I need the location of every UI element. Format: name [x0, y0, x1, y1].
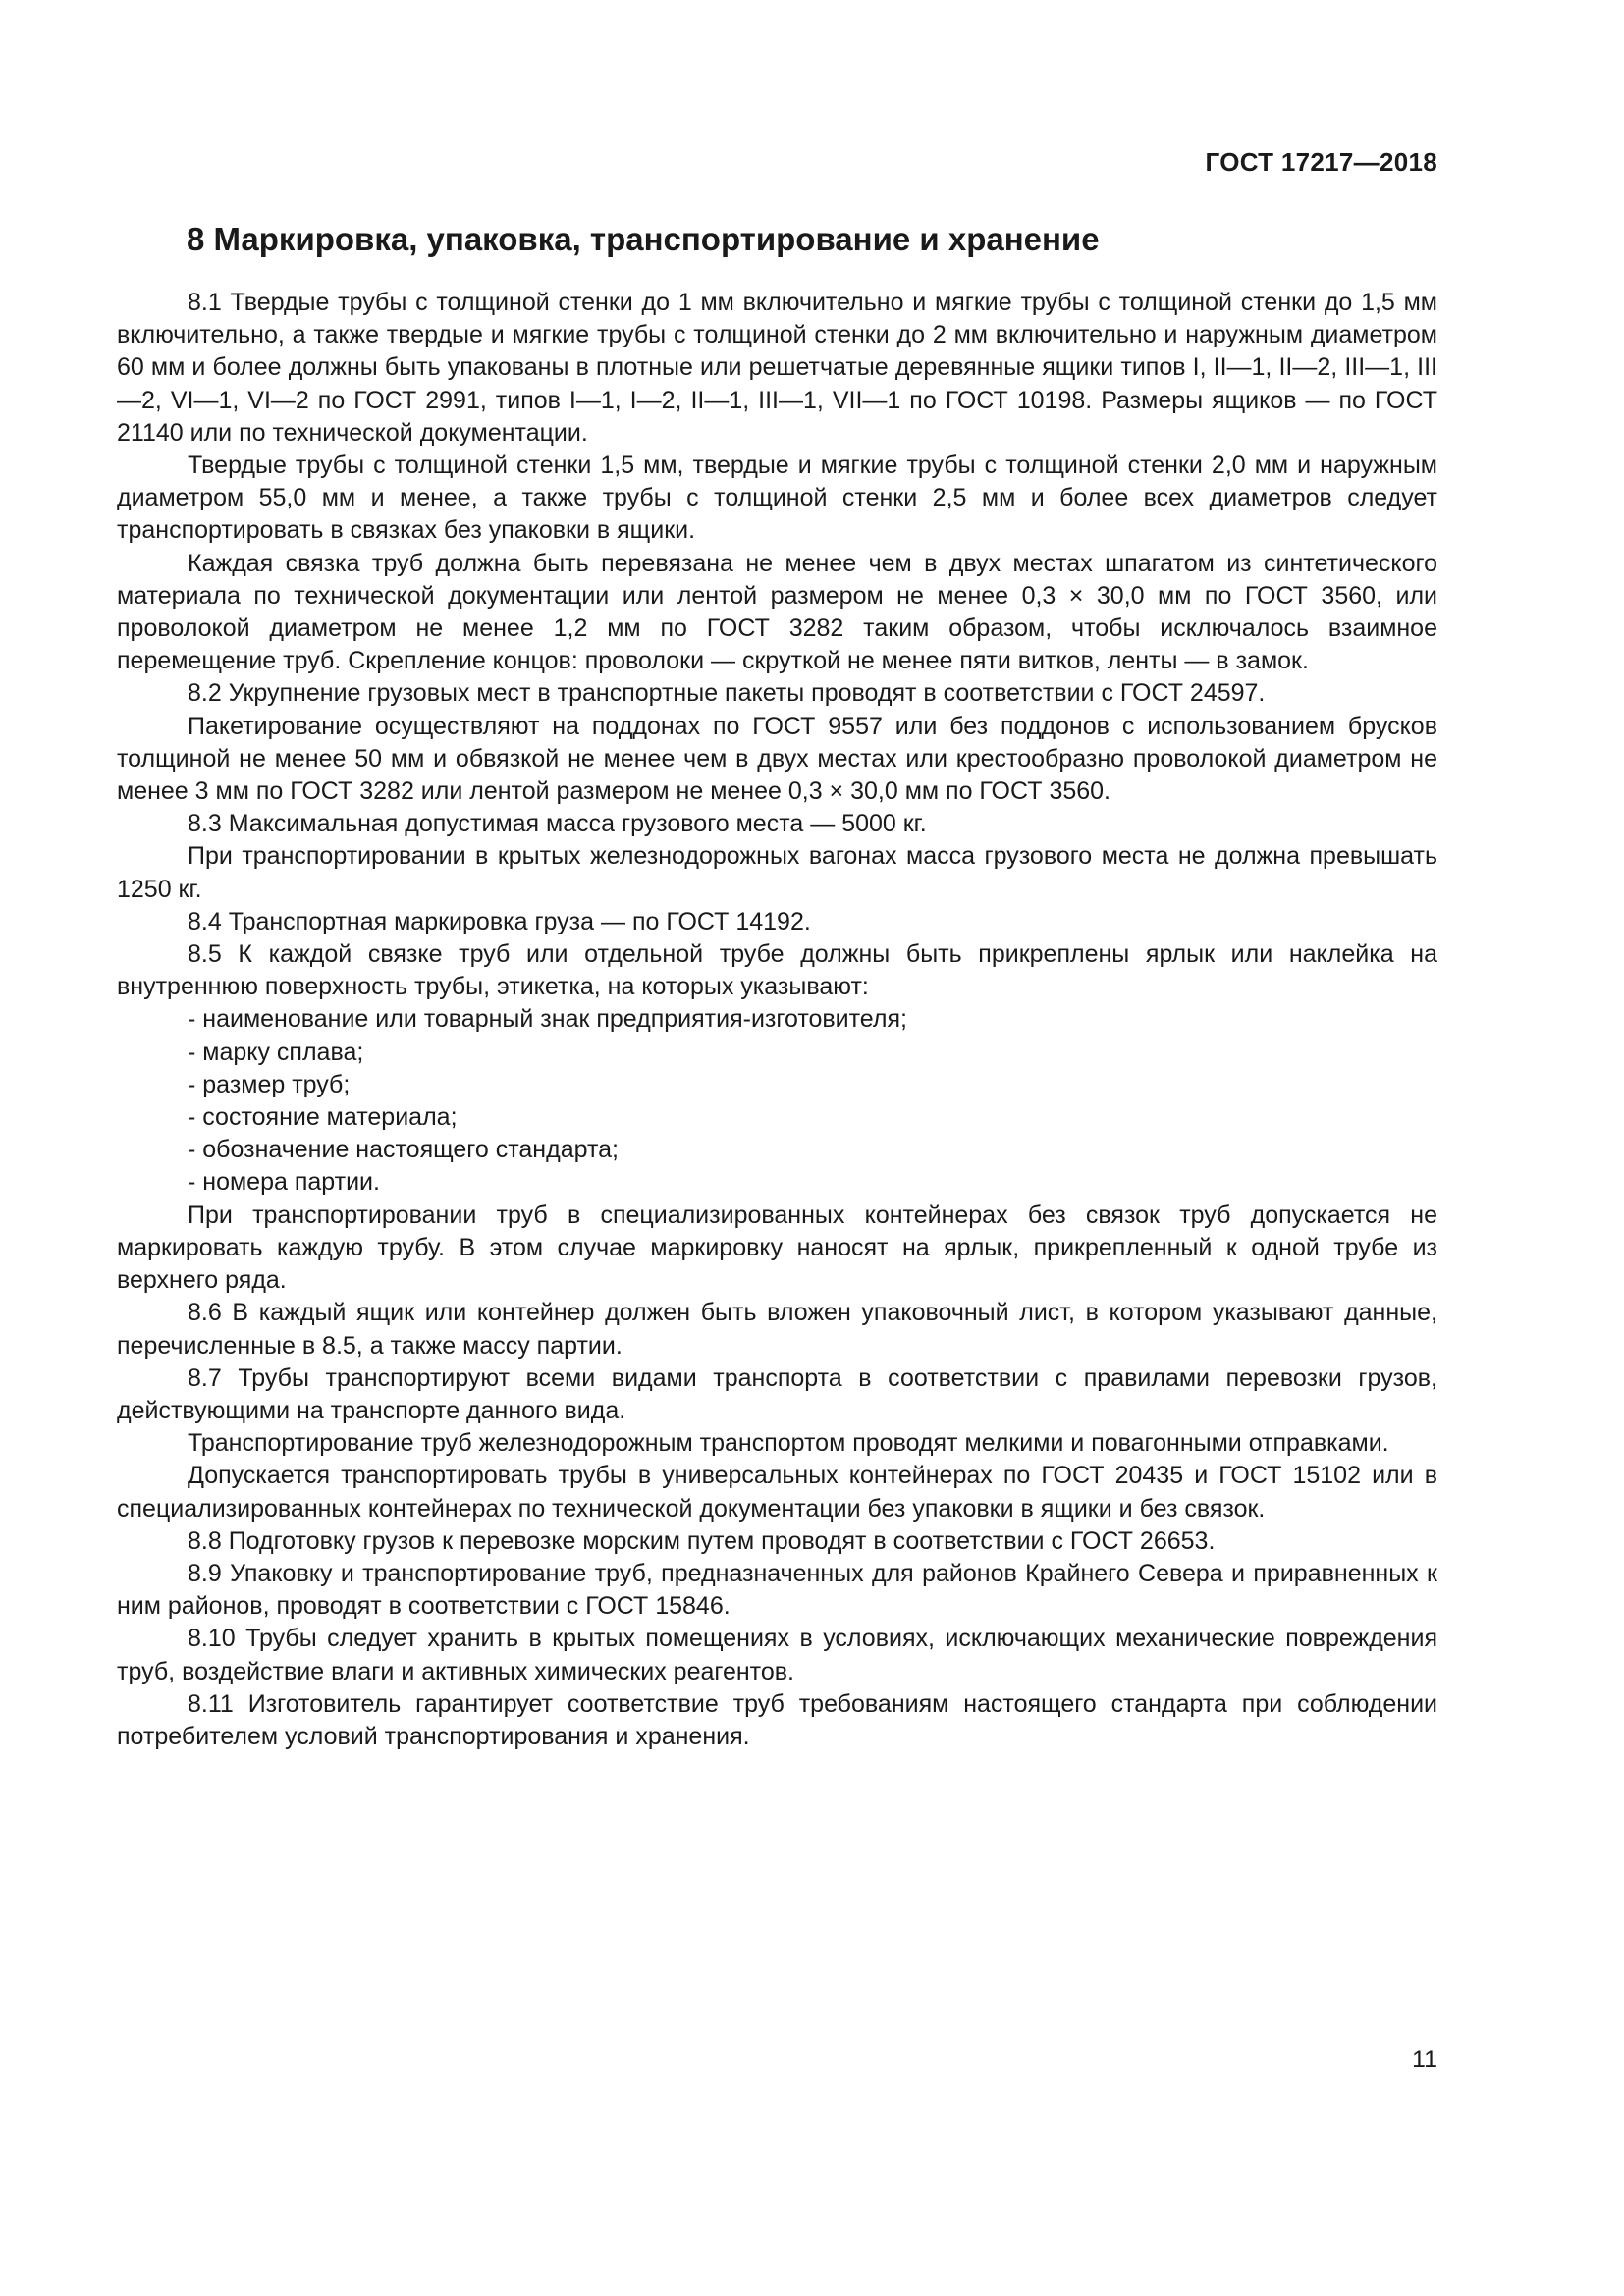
- paragraph-8-7: 8.7 Трубы транспортируют всеми видами транспорта в соответствии с правилами перевозки грузов, действующими на транспорте данного вида.: [117, 1363, 1437, 1424]
- standard-code: ГОСТ 17217—2018: [1205, 147, 1437, 177]
- paragraph-8-3-railcar-mass: При транспортировании в крытых железнодорожных вагонах масса грузового места не должна превышать 1250 кг.: [117, 842, 1437, 903]
- paragraph-8-1: 8.1 Твердые трубы с толщиной стенки до 1 мм включительно и мягкие трубы с толщиной стенки до 1,5 мм включительно, а также твердые и мягкие трубы с толщиной стенки до 2 мм включительно и наружным диаметром 60 мм и более должны быть упакованы в плотные или решетчатые деревянные ящики типов I, II—1, II—2, III—1, III—2, VI—1, VI—2 по ГОСТ 2991, типов I—1, I—2, II—1, III—1, VII—1 по ГОСТ 10198. Размеры ящиков — по ГОСТ 21140 или по технической документации.: [117, 289, 1437, 447]
- paragraph-8-4: 8.4 Транспортная маркировка груза — по ГОСТ 14192.: [188, 907, 811, 935]
- paragraph-8-6: 8.6 В каждый ящик или контейнер должен быть вложен упаковочный лист, в котором указывают данные, перечисленные в 8.5, а также массу партии.: [117, 1299, 1437, 1360]
- paragraph-8-9: 8.9 Упаковку и транспортирование труб, предназначенных для районов Крайнего Севера и приравненных к ним районов, проводят в соответствии с ГОСТ 15846.: [117, 1559, 1437, 1621]
- list-item: - марку сплава;: [188, 1038, 364, 1066]
- page-number: 11: [1412, 2046, 1437, 2073]
- list-item: - размер труб;: [188, 1070, 351, 1098]
- list-item: - наименование или товарный знак предприятия-изготовителя;: [188, 1005, 907, 1034]
- section-body: [117, 287, 1437, 1753]
- list-item: - обозначение настоящего стандарта;: [188, 1136, 619, 1164]
- paragraph-8-11: 8.11 Изготовитель гарантирует соответствие труб требованиям настоящего стандарта при соблюдении потребителем условий транспортирования и хранения.: [117, 1689, 1437, 1750]
- list-item: - состояние материала;: [188, 1103, 458, 1132]
- paragraph-8-1-bundle-tying: Каждая связка труб должна быть перевязана не менее чем в двух местах шпагатом из синтетического материала по технической документации или лентой размером не менее 0,3 × 30,0 мм по ГОСТ 3560, или проволокой диаметром не менее 1,2 мм по ГОСТ 3282 таким образом, чтобы исключалось взаимное перемещение труб. Скрепление концов: проволоки — скруткой не менее пяти витков, ленты — в замок.: [117, 549, 1437, 675]
- paragraph-8-3: 8.3 Максимальная допустимая масса грузового места — 5000 кг.: [188, 810, 927, 838]
- paragraph-8-7-rail: Транспортирование труб железнодорожным транспортом проводят мелкими и повагонными отправками.: [188, 1429, 1389, 1458]
- paragraph-8-8: 8.8 Подготовку грузов к перевозке морским путем проводят в соответствии с ГОСТ 26653.: [188, 1526, 1216, 1555]
- list-item: - номера партии.: [188, 1168, 380, 1197]
- paragraph-8-7-universal-containers: Допускается транспортировать трубы в универсальных контейнерах по ГОСТ 20435 и ГОСТ 15102 или в специализированных контейнерах по технической документации без упаковки в ящики и без связок.: [117, 1462, 1437, 1522]
- section-title: 8 Маркировка, упаковка, транспортирование и хранение: [187, 221, 1100, 257]
- paragraph-8-10: 8.10 Трубы следует хранить в крытых помещениях в условиях, исключающих механические повреждения труб, воздействие влаги и активных химических реагентов.: [117, 1625, 1437, 1685]
- paragraph-8-1-rigid-pipes: Твердые трубы с толщиной стенки 1,5 мм, твердые и мягкие трубы с толщиной стенки 2,0 мм и наружным диаметром 55,0 мм и менее, а также трубы с толщиной стенки 2,5 мм и более всех диаметров следует транспортировать в связках без упаковки в ящики.: [117, 452, 1437, 545]
- paragraph-8-2: 8.2 Укрупнение грузовых мест в транспортные пакеты проводят в соответствии с ГОСТ 24597.: [188, 679, 1266, 708]
- paragraph-8-5-containers: При транспортировании труб в специализированных контейнерах без связок труб допускается не маркировать каждую трубу. В этом случае маркировку наносят на ярлык, прикрепленный к одной трубе из верхнего ряда.: [117, 1201, 1437, 1295]
- paragraph-8-5: 8.5 К каждой связке труб или отдельной трубе должны быть прикреплены ярлык или наклейка на внутреннюю поверхность трубы, этикетка, на которых указывают:: [117, 940, 1437, 1001]
- paragraph-8-2-palletizing: Пакетирование осуществляют на поддонах по ГОСТ 9557 или без поддонов с использованием брусков толщиной не менее 50 мм и обвязкой не менее чем в двух местах или крестообразно проволокой диаметром не менее 3 мм по ГОСТ 3282 или лентой размером не менее 0,3 × 30,0 мм по ГОСТ 3560.: [117, 712, 1437, 806]
